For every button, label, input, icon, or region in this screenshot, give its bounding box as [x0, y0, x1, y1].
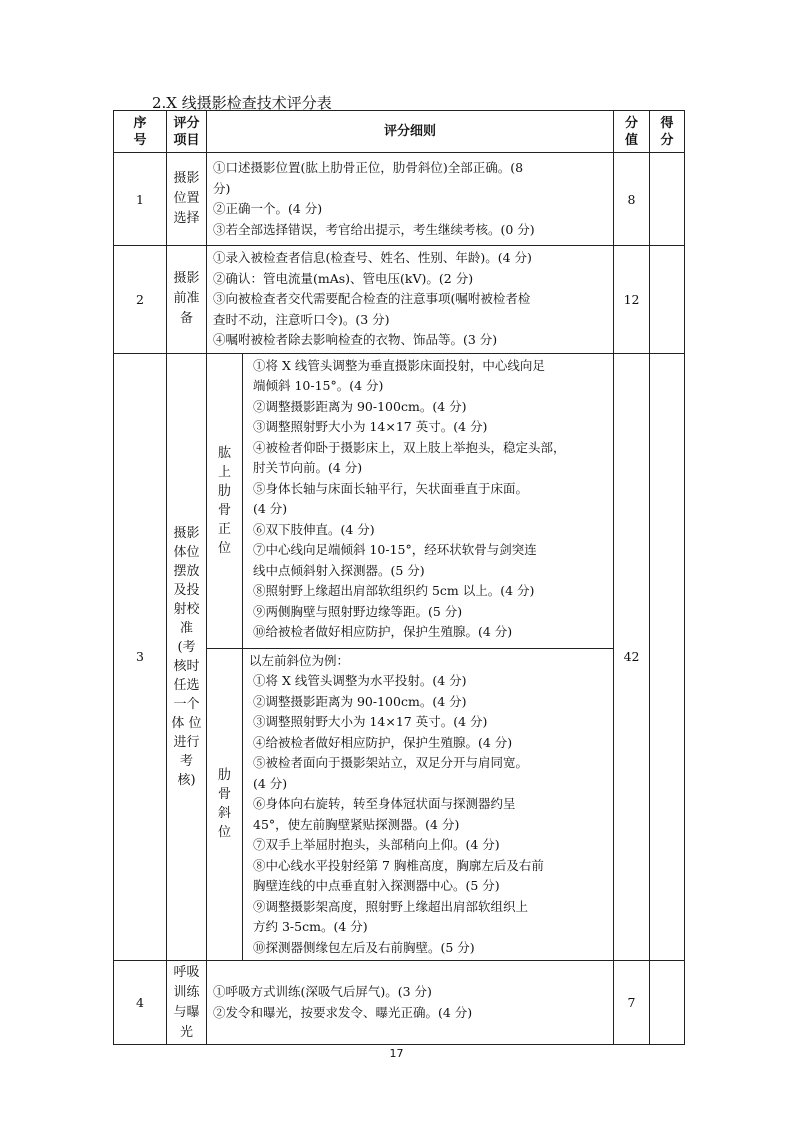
scoring-table [113, 110, 685, 1045]
row-item: 摄影 体位 摆放 及投 射校 准 (考 核时 任选 一个 体 位 进行 考 核) [167, 353, 207, 961]
table-row [114, 246, 685, 354]
row-score: 8 [614, 153, 650, 246]
row-got[interactable] [650, 153, 685, 246]
row-detail: ①录入被检查者信息(检查号、姓名、性别、年龄)。(4 分) ②确认：管电流量(mAs)、管电压(kV)。(2 分) ③向被检查者交代需要配合检查的注意事项(嘱咐被检者检 查时不动，注意听口令)。(3 分) ④嘱咐被检者除去影响检查的衣物、饰品等。(3 分) [207, 246, 614, 354]
header-item: 评分 项目 [167, 111, 207, 153]
sub-item-name: 肱 上 肋 骨 正 位 [207, 353, 243, 648]
table-row [114, 353, 685, 648]
header-row [114, 111, 685, 153]
row-seq: 1 [114, 153, 167, 246]
sub-item-detail: ①将 X 线管头调整为垂直摄影床面投射，中心线向足 端倾斜 10-15°。(4 分) ②调整摄影距离为 90-100cm。(4 分) ③调整照射野大小为 14×17 英寸。(4 分) ④被检者仰卧于摄影床上，双上肢上举抱头，稳定头部， 肘关节向前。(4 分) ⑤身体长轴与床面长轴平行，矢状面垂直于床面。 (4 分) ⑥双下肢伸直。(4 分) ⑦中心线向足端倾斜 10-15°，经环状软骨与剑突连 线中点倾斜射入探测器。(5 分) ⑧照射野上缘超出肩部软组织约 5cm 以上。(4 分) ⑨两侧胸壁与照射野边缘等距。(5 分) ⑩给被检者做好相应防护，保护生殖腺。(4 分) [243, 353, 614, 648]
table-title: 2.X 线摄影检查技术评分表 [152, 94, 332, 112]
sub-item-detail: 以左前斜位为例： ①将 X 线管头调整为水平投射。(4 分) ②调整摄影距离为 90-100cm。(4 分) ③调整照射野大小为 14×17 英寸。(4 分) ④给被检者做好相应防护，保护生殖腺。(4 分) ⑤被检者面向于摄影架站立，双足分开与肩同宽。 (4 分) ⑥身体向右旋转，转至身体冠状面与探测器约呈 45°，使左前胸壁紧贴探测器。(4 分) ⑦双手上举屈肘抱头，头部稍向上仰。(4 分) ⑧中心线水平投射经第 7 胸椎高度，胸廓左后及右前 胸壁连线的中点垂直射入探测器中心。(5 分) ⑨调整摄影架高度，照射野上缘超出肩部软组织上 方约 3-5cm。(4 分) ⑩探测器侧缘包左后及右前胸壁。(5 分) [243, 648, 614, 961]
row-item: 摄影 前准 备 [167, 246, 207, 354]
page-number: 17 [389, 1047, 404, 1060]
row-item: 呼吸 训练 与曝 光 [167, 961, 207, 1045]
header-got: 得 分 [650, 111, 685, 153]
row-seq: 2 [114, 246, 167, 354]
table-row [114, 153, 685, 246]
sub-item-name: 肋 骨 斜 位 [207, 648, 243, 961]
header-detail: 评分细则 [207, 111, 614, 153]
row-seq: 3 [114, 353, 167, 961]
row-detail: ①呼吸方式训练(深吸气后屏气)。(3 分) ②发令和曝光，按要求发令、曝光正确。(4 分) [207, 961, 614, 1045]
row-score: 42 [614, 353, 650, 961]
row-got[interactable] [650, 246, 685, 354]
row-detail: ①口述摄影位置(肱上肋骨正位，肋骨斜位)全部正确。(8 分) ②正确一个。(4 分) ③若全部选择错误，考官给出提示，考生继续考核。(0 分) [207, 153, 614, 246]
header-score: 分 值 [614, 111, 650, 153]
row-got[interactable] [650, 353, 685, 961]
row-score: 7 [614, 961, 650, 1045]
row-score: 12 [614, 246, 650, 354]
table-row [114, 961, 685, 1045]
row-got[interactable] [650, 961, 685, 1045]
row-item: 摄影 位置 选择 [167, 153, 207, 246]
row-seq: 4 [114, 961, 167, 1045]
header-seq: 序 号 [114, 111, 167, 153]
